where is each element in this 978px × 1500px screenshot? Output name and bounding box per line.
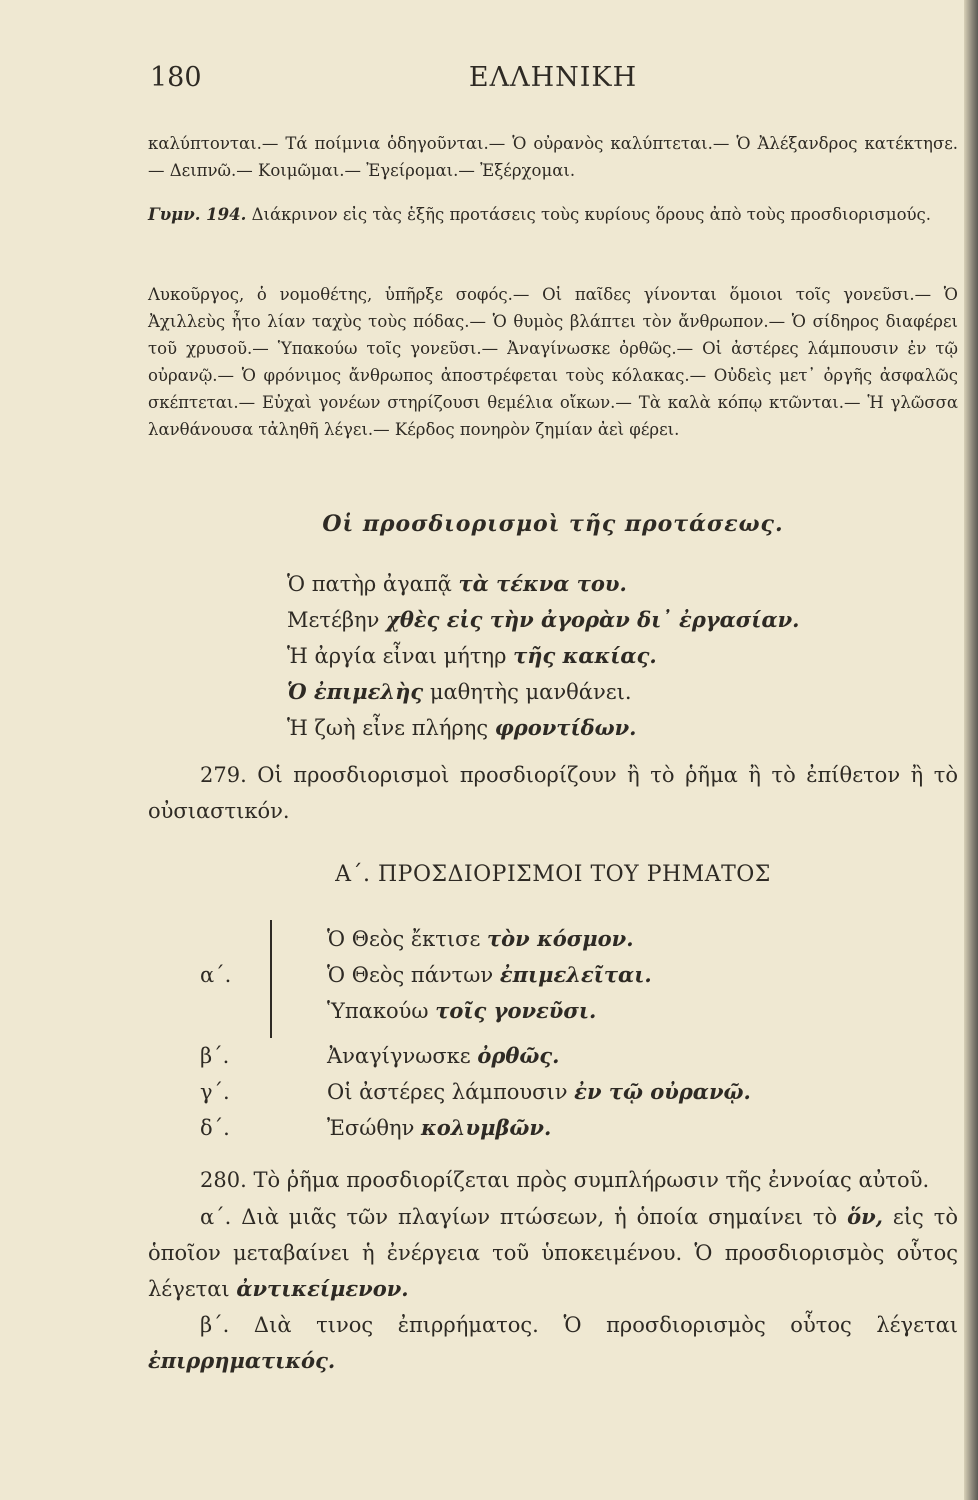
emphasis-term: ἐπιρρηματικός. (148, 1348, 336, 1373)
group-plain: Ἀναγίγνωσκε (327, 1044, 478, 1068)
example-plain: Ὁ πατὴρ ἀγαπᾷ (287, 572, 459, 596)
group-line (327, 1038, 559, 1074)
group-line (327, 921, 634, 957)
group-plain: Ὑπακούω (327, 999, 436, 1023)
emphasis-term: ὅν, (847, 1204, 883, 1229)
group-bold: ἐπιμελεῖται. (499, 962, 652, 987)
group-c (200, 1074, 900, 1110)
example-plain: Μετέβην (287, 608, 387, 632)
section-title: Α΄. ΠΡΟΣΔΙΟΡΙΣΜΟΙ ΤΟΥ ΡΗΜΑΤΟΣ (335, 862, 771, 887)
example-bold: τὰ τέκνα του. (458, 571, 627, 596)
paragraph-text: Τὸ ῥῆμα προσδιορίζεται πρὸς συμπλήρωσιν τῆς ἐννοίας αὐτοῦ. (253, 1168, 930, 1192)
group-label: δ΄. (200, 1116, 230, 1140)
subtitle: Οἱ προσδιορισμοὶ τῆς προτάσεως. (322, 511, 784, 537)
group-plain: Ὁ Θεὸς ἔκτισε (327, 927, 488, 951)
gymn-instruction-text: Διάκρινον εἰς τὰς ἑξῆς προτάσεις τοὺς κυρίους ὅρους ἀπὸ τοὺς προσδιορισμούς. (251, 205, 932, 224)
example-line (287, 674, 947, 710)
example-bold: φροντίδων. (494, 715, 637, 740)
page-number: 180 (150, 62, 202, 93)
example-line (287, 602, 947, 638)
group-bold: τοῖς γονεῦσι. (435, 998, 597, 1023)
paragraph-text: Οἱ προσδιορισμοὶ προσδιορίζουν ἢ τὸ ῥῆμα ἢ τὸ ἐπίθετον ἢ τὸ οὐσιαστικόν. (148, 763, 958, 823)
example-bold: χθὲς εἰς τὴν ἀγορὰν δι᾽ ἐργασίαν. (386, 607, 800, 632)
example-list (287, 566, 947, 746)
paragraph-text: β΄. Διὰ τινος ἐπιρρήματος. Ὁ προσδιορισμὸς οὗτος λέγεται (200, 1313, 958, 1337)
gymn-label: Γυμν. 194. (148, 205, 247, 224)
gymn-instruction (148, 201, 958, 228)
group-line (327, 993, 596, 1029)
group-b (200, 1038, 900, 1074)
gymn-sentences-text: Λυκοῦργος, ὁ νομοθέτης, ὑπῆρξε σοφός.— Οἱ παῖδες γίνονται ὅμοιοι τοῖς γονεῦσι.— Ὁ Ἀχιλλεὺς ἦτο λίαν ταχὺς τοὺς πόδας.— Ὁ θυμὸς βλάπτει τὸν ἄνθρωπον.— Ὁ σίδηρος διαφέρει τοῦ χρυσοῦ.— Ὑπακούω τοῖς γονεῦσι.— Ἀναγίνωσκε ὀρθῶς.— Οἱ ἀστέρες λάμπουσιν ἐν τῷ οὐρανῷ.— Ὁ φρόνιμος ἄνθρωπος ἀποστρέφεται τοὺς κόλακας.— Οὐδεὶς μετ᾽ ὀργῆς ἀσφαλῶς σκέπτεται.— Εὐχαὶ γονέων στηρίζουσι θεμέλια οἴκων.— Τὰ καλὰ κόπῳ κτῶνται.— Ἡ γλῶσσα λανθάνουσα τἀληθῆ λέγει.— Κέρδος πονηρὸν ζημίαν ἀεὶ φέρει. (148, 285, 958, 439)
page-header (148, 62, 958, 102)
paragraph-alpha (148, 1199, 958, 1307)
exercise-tail (148, 130, 958, 184)
example-plain: Ἡ ἀργία εἶναι μήτηρ (287, 644, 514, 668)
group-bold: ὀρθῶς. (477, 1043, 560, 1068)
paragraph-279 (148, 757, 958, 829)
paragraph-text: εἰς τὸ ὁποῖον μεταβαίνει ἡ ἐνέργεια τοῦ ὑποκειμένου. Ὁ προσδιορισμὸς οὗτος λέγεται (148, 1205, 958, 1301)
group-label: β΄. (200, 1044, 230, 1068)
paragraph-number: 280. (200, 1168, 247, 1192)
group-line (327, 957, 652, 993)
gymn-sentences (148, 281, 958, 443)
group-bold: τὸν κόσμον. (487, 926, 634, 951)
example-line (287, 710, 947, 746)
group-bold: ἐν τῷ οὐρανῷ. (574, 1079, 751, 1104)
group-d (200, 1110, 900, 1146)
paragraph-number: 279. (200, 763, 247, 787)
group-plain: Ὁ Θεὸς πάντων (327, 963, 500, 987)
group-bold: κολυμβῶν. (421, 1115, 552, 1140)
group-line (327, 1110, 551, 1146)
group-plain: Ἐσώθην (327, 1116, 422, 1140)
running-title: ΕΛΛΗΝΙΚΗ (468, 62, 638, 93)
page-edge (964, 0, 978, 1500)
example-bold: Ὁ ἐπιμελὴς (287, 679, 424, 704)
group-line (327, 1074, 751, 1110)
exercise-tail-text: καλύπτονται.— Τά ποίμνια ὁδηγοῦνται.— Ὁ οὐρανὸς καλύπτεται.— Ὁ Ἀλέξανδρος κατέκτησε.— Δειπνῶ.— Κοιμῶμαι.— Ἐγείρομαι.— Ἐξέρχομαι. (148, 134, 958, 180)
group-plain: Οἱ ἀστέρες λάμπουσιν (327, 1080, 575, 1104)
group-label: α΄. (200, 963, 232, 987)
emphasis-term: ἀντικείμενον. (236, 1276, 409, 1301)
example-line (287, 566, 947, 602)
paragraph-text: α΄. Διὰ μιᾶς τῶν πλαγίων πτώσεων, ἡ ὁποία σημαίνει τὸ (200, 1205, 848, 1229)
example-plain: Ἡ ζωὴ εἶνε πλήρης (287, 716, 495, 740)
group-label: γ΄. (200, 1080, 230, 1104)
paragraph-280 (148, 1162, 958, 1198)
group-a (200, 921, 900, 1031)
example-bold: τῆς κακίας. (513, 643, 657, 668)
example-plain: μαθητὴς μανθάνει. (423, 680, 632, 704)
example-line (287, 638, 947, 674)
paragraph-beta (148, 1307, 958, 1379)
